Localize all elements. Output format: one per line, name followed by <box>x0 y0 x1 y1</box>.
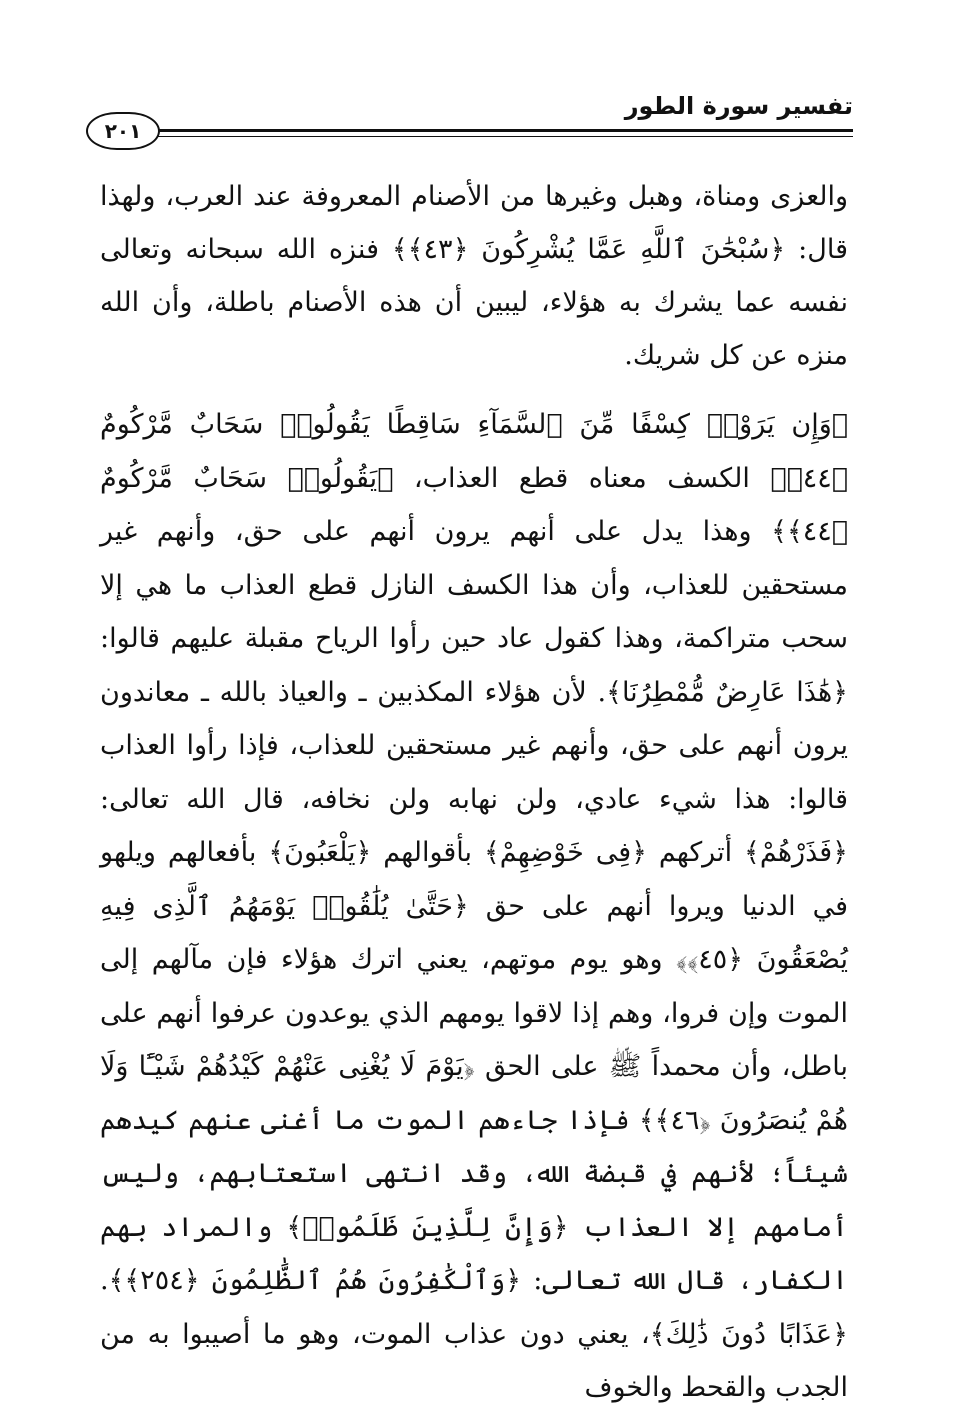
paragraph-text: والعزى ومناة، وهبل وغيرها من الأصنام المعروفة عند العرب، ولهذا قال: ﴿سُبْحَٰنَ ٱللَّهِ عَمَّا يُشْرِكُونَ ﴿٤٣﴾﴾ فنزه الله سبحانه وتعالى نفسه عما يشرك به هؤلاء، ليبين أن هذه الأصنام باطلة، وأن الله منزه عن كل شريك. <box>100 181 848 371</box>
paragraph-1 <box>100 170 848 382</box>
chapter-title: تفسير سورة الطور <box>624 92 853 120</box>
running-header <box>80 92 853 154</box>
paragraph-2 <box>100 398 848 1415</box>
page-number: ٢٠١ <box>86 112 160 150</box>
header-rule <box>146 129 853 137</box>
paragraph-text: ﴿وَإِن يَرَوْا۟ كِسْفًا مِّنَ ٱلسَّمَآءِ سَاقِطًا يَقُولُوا۟ سَحَابٌ مَّرْكُومٌ ﴿٤٤﴾﴾ الكسف معناه قطع العذاب، ﴿يَقُولُوا۟ سَحَابٌ مَّرْكُومٌ ﴿٤٤﴾﴾ وهذا يدل على أنهم يرون أنهم على حق، وأنهم غير مستحقين للعذاب، وأن هذا الكسف النازل قطع العذاب ما هي إلا سحب متراكمة، وهذا كقول عاد حين رأوا الرياح مقبلة عليهم قالوا: ﴿هَٰذَا عَارِضٌ مُّمْطِرُنَا﴾. لأن هؤلاء المكذبين ـ والعياذ بالله ـ معاندون يرون أنهم على حق، وأنهم غير مستحقين للعذاب، فإذا رأوا العذاب قالوا: هذا شيء عادي، ولن نهابه ولن نخافه، قال الله تعالى: ﴿فَذَرْهُمْ﴾ أتركهم ﴿فِى خَوْضِهِمْ﴾ بأقوالهم ﴿يَلْعَبُونَ﴾ بأفعالهم ويلهو في الدنيا ويروا أنهم على حق ﴿حَتَّىٰ يُلَٰقُوا۟ يَوْمَهُمُ ٱلَّذِى فِيهِ يُصْعَقُونَ ﴿٤٥﴾﴾ وهو يوم موتهم، يعني اترك هؤلاء فإن مآلهم إلى الموت وإن فروا، وهم إذا لاقوا يومهم الذي يوعدون عرفوا أنهم على باطل، وأن محمداً ﷺ على الحق ﴿يَوْمَ لَا يُغْنِى عَنْهُمْ كَيْدُهُمْ شَيْـًٔا وَلَا هُمْ يُنصَرُونَ ﴿٤٦﴾﴾ فإذا جاءهم الموت ما أغنى عنهم كيدهم شيئاً؛ لأنهم في قبضة الله، وقد انتهى استعتابهم، وليس أمامهم إلا العذاب ﴿وَإِنَّ لِلَّذِينَ ظَلَمُوا۟﴾ والمراد بهم الكفار، قال الله تعالى: ﴿وَٱلْكَٰفِرُونَ هُمُ ٱلظَّٰلِمُونَ ﴿٢٥٤﴾﴾. ﴿عَذَابًا دُونَ ذَٰلِكَ﴾، يعني دون عذاب الموت، وهو ما أصيبوا به من الجدب والقحط والخوف <box>100 409 848 1403</box>
